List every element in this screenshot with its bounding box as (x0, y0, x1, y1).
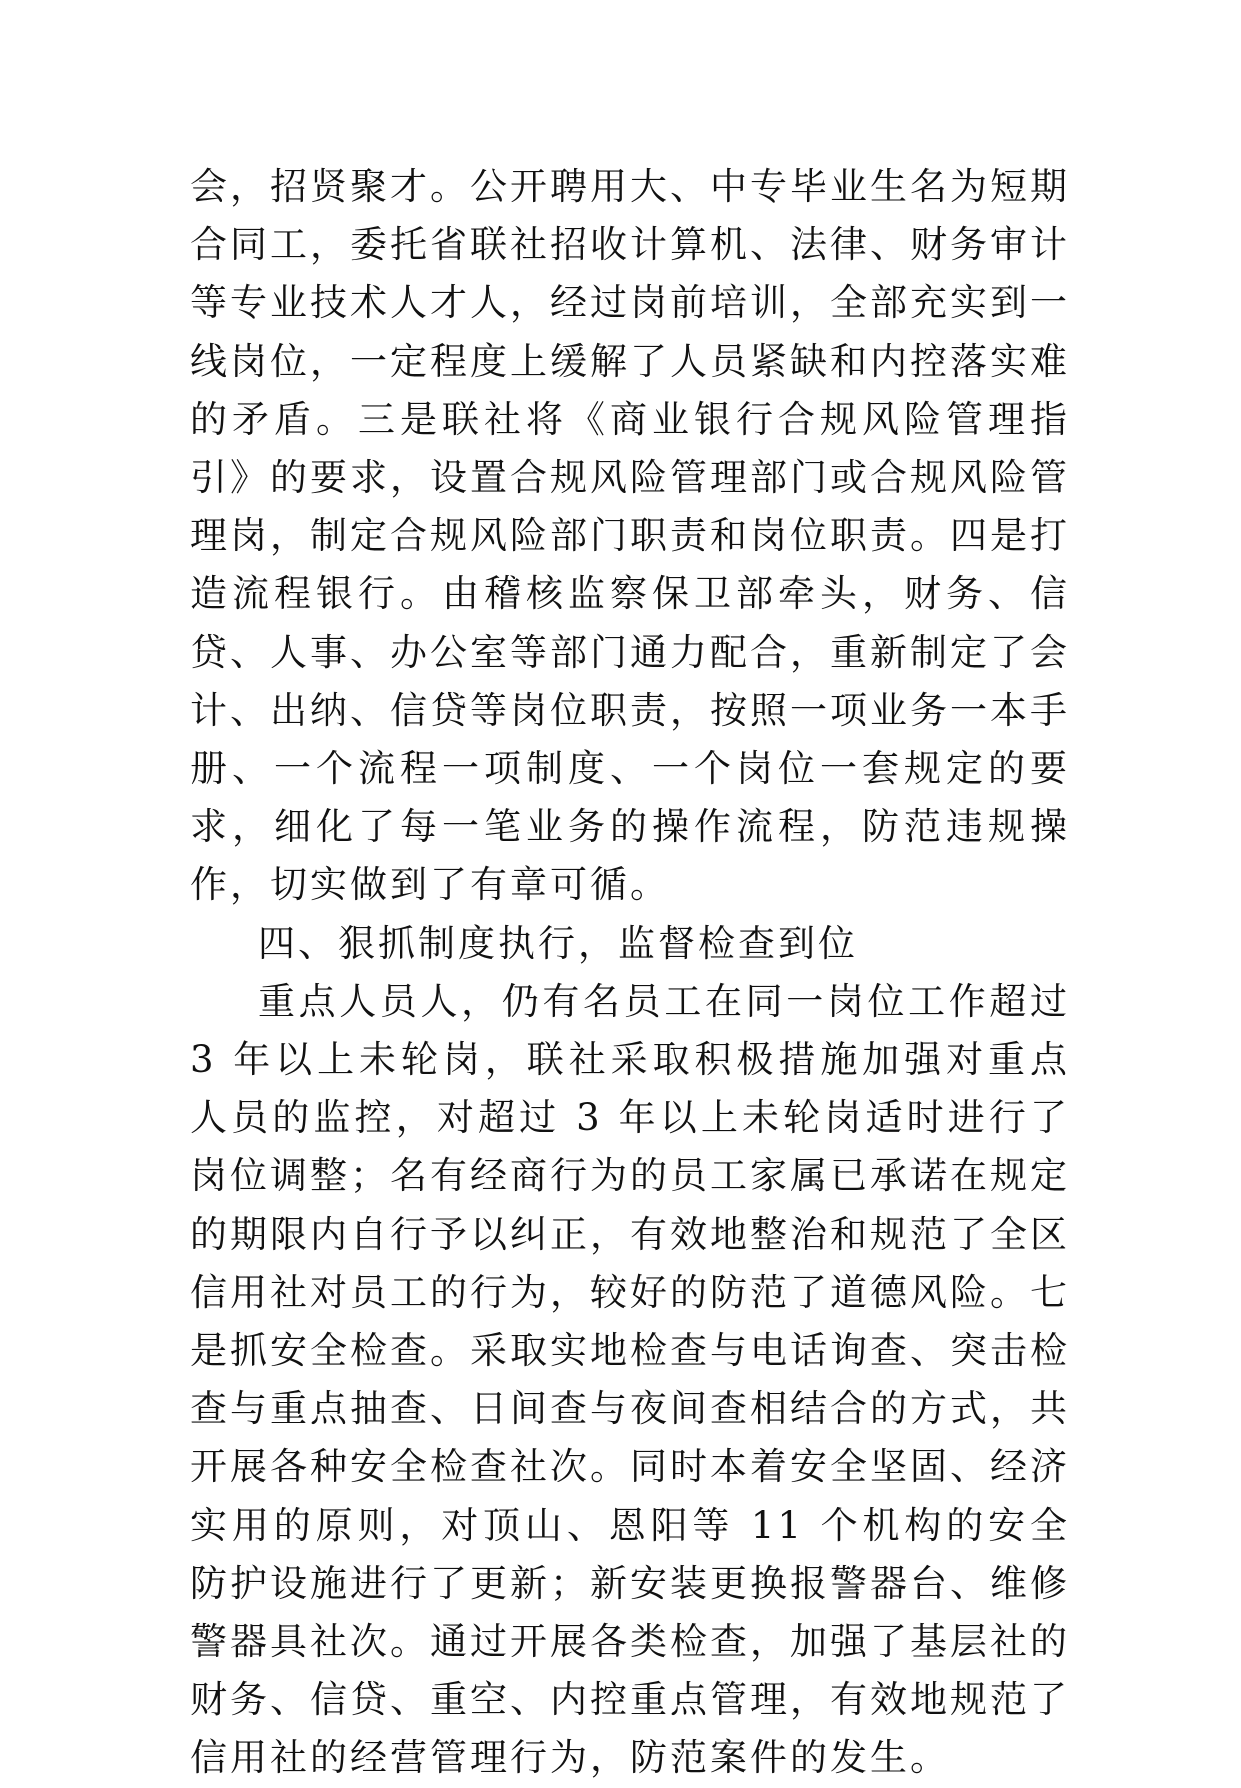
document-body (190, 158, 1070, 1788)
paragraph-body: 重点人员人，仍有名员工在同一岗位工作超过 3 年以上未轮岗，联社采取积极措施加强对重点人员的监控，对超过 3 年以上未轮岗适时进行了岗位调整；名有经商行为的员工家属已承诺在规定的期限内自行予以纠正，有效地整治和规范了全区信用社对员工的行为，较好的防范了道德风险。七是抓安全检查。采取实地检查与电话询查、突击检查与重点抽查、日间查与夜间查相结合的方式，共开展各种安全检查社次。同时本着安全坚固、经济实用的原则，对顶山、恩阳等 11 个机构的安全防护设施进行了更新；新安装更换报警器台、维修警器具社次。通过开展各类检查，加强了基层社的财务、信贷、重空、内控重点管理，有效地规范了信用社的经营管理行为，防范案件的发生。 (190, 979, 1070, 1780)
section-heading: 四、狠抓制度执行，监督检查到位 (258, 921, 858, 965)
paragraph-continuation: 会，招贤聚才。公开聘用大、中专毕业生名为短期合同工，委托省联社招收计算机、法律、财务审计等专业技术人才人，经过岗前培训，全部充实到一线岗位，一定程度上缓解了人员紧缺和内控落实难的矛盾。三是联社将《商业银行合规风险管理指引》的要求，设置合规风险管理部门或合规风险管理岗，制定合规风险部门职责和岗位职责。四是打造流程银行。由稽核监察保卫部牵头，财务、信贷、人事、办公室等部门通力配合，重新制定了会计、出纳、信贷等岗位职责，按照一项业务一本手册、一个流程一项制度、一个岗位一套规定的要求，细化了每一笔业务的操作流程，防范违规操作，切实做到了有章可循。 (190, 165, 1070, 907)
